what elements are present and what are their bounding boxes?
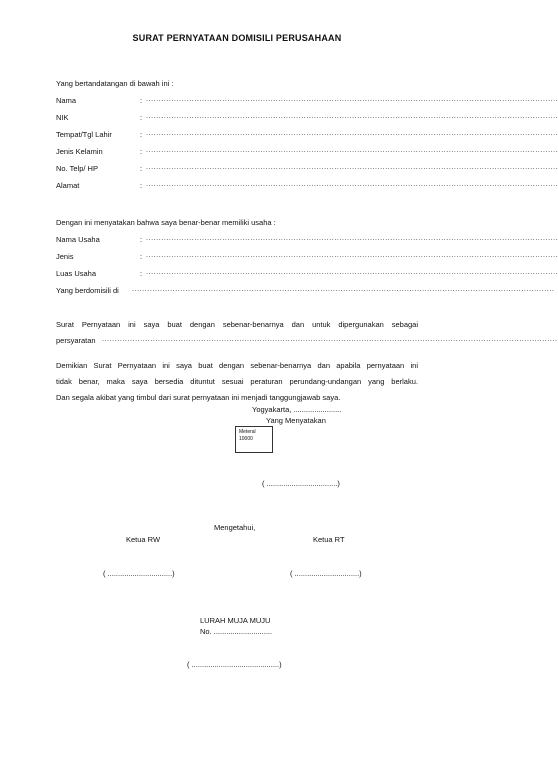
field-colon: : <box>140 235 143 244</box>
fill-line-telp: .................................................................................................................................................................. <box>146 164 558 171</box>
stamp-box <box>235 426 273 453</box>
fill-line-purpose: ................................................................................................................................................................................... <box>102 336 558 343</box>
field-colon: : <box>140 181 143 190</box>
intro-text: Yang bertandatangan di bawah ini : <box>56 79 174 88</box>
rw-label: Ketua RW <box>126 535 161 544</box>
field-colon: : <box>140 269 143 278</box>
fill-line-luas-usaha: .................................................................................................................................................................. <box>146 269 558 276</box>
place-date: Yogyakarta, ....................... <box>252 405 342 414</box>
field-label-jenis-kelamin: Jenis Kelamin <box>56 147 103 156</box>
field-label-alamat: Alamat <box>56 181 80 190</box>
rt-signature-line: ( ...............................) <box>290 569 362 578</box>
fill-line-nik: .................................................................................................................................................................. <box>146 113 558 120</box>
lurah-number: No. ............................ <box>200 627 273 636</box>
field-colon: : <box>140 164 143 173</box>
business-intro: Dengan ini menyatakan bahwa saya benar-benar memiliki usaha : <box>56 218 276 227</box>
field-label-nama: Nama <box>56 96 77 105</box>
fill-line-jenis-kelamin: .................................................................................................................................................................. <box>146 147 558 154</box>
fill-line-nama-usaha: .................................................................................................................................................................. <box>146 235 558 242</box>
lurah-title: LURAH MUJA MUJU <box>200 616 271 625</box>
field-label-ttl: Tempat/Tgl Lahir <box>56 130 112 139</box>
stamp-value: 10000 <box>239 436 253 442</box>
field-colon: : <box>140 96 143 105</box>
field-colon: : <box>140 130 143 139</box>
closing-text-line1: Demikian Surat Pernyataan ini saya buat dengan sebenar-benarnya dan apabila pernyataan ini <box>56 361 418 370</box>
closing-text-line2: tidak benar, maka saya bersedia dituntut sesuai peraturan perundang-undangan yang berlaku. <box>56 377 418 386</box>
fill-line-jenis-usaha: .................................................................................................................................................................. <box>146 252 558 259</box>
domicile-label: Yang berdomisili di <box>56 286 119 295</box>
purpose-text-line1: Surat Pernyataan ini saya buat dengan sebenar-benarnya dan untuk dipergunakan sebagai <box>56 320 418 329</box>
fill-line-nama: .................................................................................................................................................................. <box>146 96 558 103</box>
field-colon: : <box>140 113 143 122</box>
field-colon: : <box>140 252 143 261</box>
rw-signature-line: ( ...............................) <box>103 569 175 578</box>
fill-line-domicile: ...................................................................................................................................................................... <box>132 286 555 293</box>
document-title: SURAT PERNYATAAN DOMISILI PERUSAHAAN <box>132 33 342 43</box>
fill-line-ttl: .................................................................................................................................................................. <box>146 130 558 137</box>
stamp-label: Meteral <box>239 429 256 435</box>
closing-text-line3: Dan segala akibat yang timbul dari surat pernyataan ini menjadi tanggungjawab saya. <box>56 393 341 402</box>
lurah-signature-line: ( ..........................................) <box>187 660 282 669</box>
field-label-luas-usaha: Luas Usaha <box>56 269 97 278</box>
declarant-signature-line: ( ..................................) <box>262 479 340 488</box>
declarant-label: Yang Menyatakan <box>266 416 326 425</box>
fill-line-alamat: .................................................................................................................................................................. <box>146 181 558 188</box>
acknowledged-label: Mengetahui, <box>214 523 256 532</box>
rt-label: Ketua RT <box>313 535 345 544</box>
purpose-label: persyaratan <box>56 336 96 345</box>
field-colon: : <box>140 147 143 156</box>
field-label-telp: No. Telp/ HP <box>56 164 98 173</box>
field-label-nik: NIK <box>56 113 69 122</box>
field-label-jenis-usaha: Jenis <box>56 252 74 261</box>
field-label-nama-usaha: Nama Usaha <box>56 235 100 244</box>
